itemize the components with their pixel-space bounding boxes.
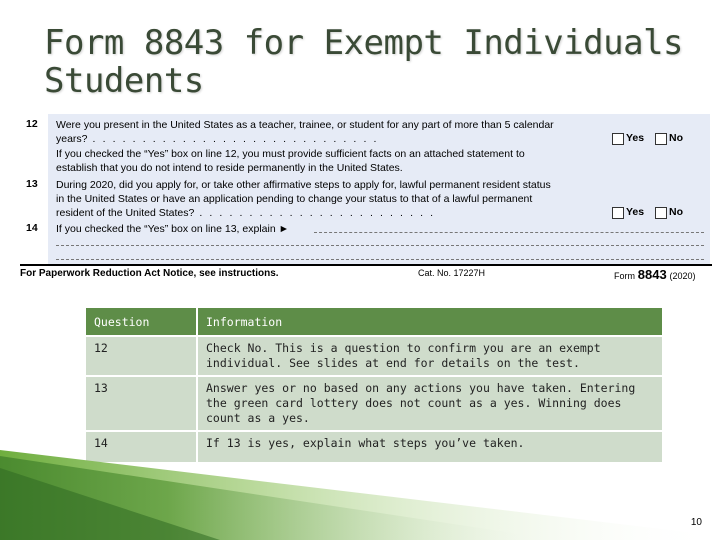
line-13-yes-checkbox[interactable] — [612, 207, 624, 219]
line-13-question-2: in the United States or have an application pending to change your status to that of a lawful permanent — [56, 193, 533, 205]
paperwork-notice: For Paperwork Reduction Act Notice, see instructions. — [20, 268, 279, 279]
line-12-yes-label: Yes — [626, 132, 645, 144]
line-14-answer-line-2[interactable] — [56, 245, 704, 246]
row-12-info: Check No. This is a question to confirm you are an exempt individual. See slides at end for details on the test. — [197, 336, 663, 376]
line-14-number: 14 — [26, 222, 38, 234]
row-14-question: 14 — [85, 431, 197, 463]
line-13-yes-label: Yes — [626, 206, 645, 218]
line-12-question: Were you present in the United States as a teacher, trainee, or student for any part of more than 5 calendar — [56, 119, 554, 131]
green-swoosh-decoration — [0, 440, 720, 540]
header-information: Information — [197, 307, 663, 336]
line-14-answer-line-1[interactable] — [314, 232, 704, 233]
row-14-info: If 13 is yes, explain what steps you’ve taken. — [197, 431, 663, 463]
line-13-question-1: During 2020, did you apply for, or take other affirmative steps to apply for, lawful permanent resident status — [56, 179, 551, 191]
page-number: 10 — [690, 517, 702, 528]
table-row — [85, 376, 663, 431]
line-14-question: If you checked the “Yes” box on line 13, explain ► — [56, 223, 289, 235]
row-13-info: Answer yes or no based on any actions you have taken. Entering the green card lottery does not count as a yes. Winning does count as a yes. — [197, 376, 663, 431]
line-12-note-1: If you checked the “Yes” box on line 12, you must provide sufficient facts on an attached statement to — [56, 148, 525, 160]
line-12-number: 12 — [26, 118, 38, 130]
line-12-yes-checkbox[interactable] — [612, 133, 624, 145]
form-8843-excerpt — [18, 104, 698, 282]
line-12-no-label: No — [669, 132, 683, 144]
line-12-question-cont: years? . . . . . . . . . . . . . . . . . . . . . . . . . . . . . — [56, 133, 379, 145]
line-13-question-3: resident of the United States? . . . . . . . . . . . . . . . . . . . . . . . . — [56, 207, 436, 219]
line-13-number: 13 — [26, 178, 38, 190]
row-13-question: 13 — [85, 376, 197, 431]
line-14-answer-line-3[interactable] — [56, 259, 704, 260]
line-12-note-2: establish that you do not intend to reside permanently in the United States. — [56, 162, 403, 174]
header-question: Question — [85, 307, 197, 336]
table-row — [85, 336, 663, 376]
form-id: Form 8843 (2020) — [614, 267, 696, 282]
line-13-no-label: No — [669, 206, 683, 218]
form-footer-rule — [20, 264, 712, 266]
line-13-no-checkbox[interactable] — [655, 207, 667, 219]
line-12-no-checkbox[interactable] — [655, 133, 667, 145]
row-12-question: 12 — [85, 336, 197, 376]
slide-title: Form 8843 for Exempt Individuals Students — [44, 23, 684, 101]
catalog-number: Cat. No. 17227H — [418, 268, 486, 278]
table-header-row — [85, 307, 663, 336]
